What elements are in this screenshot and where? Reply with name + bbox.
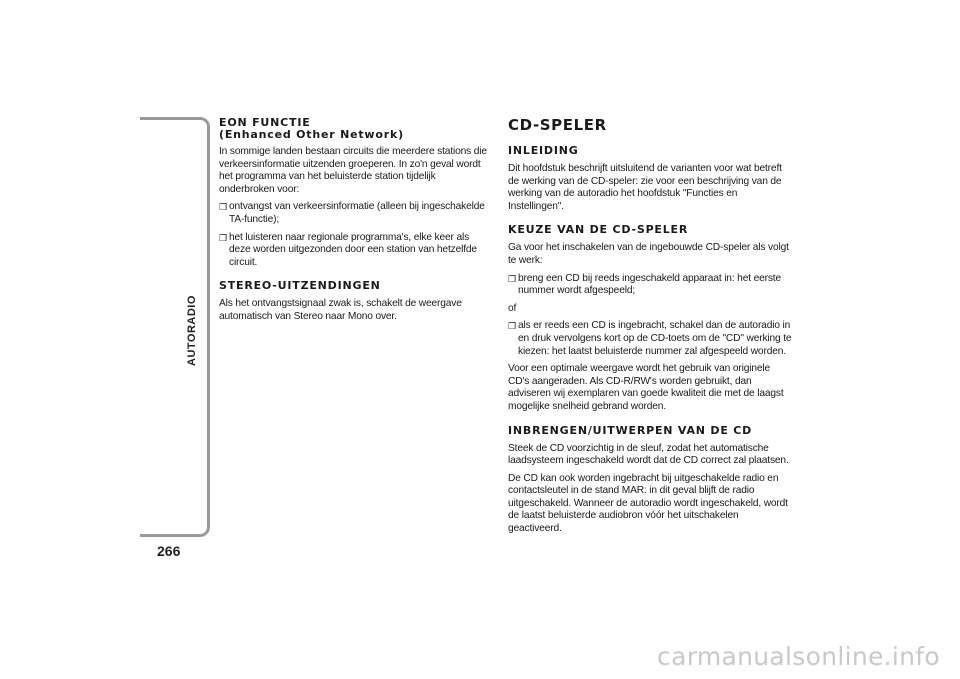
stereo-text: Als het ontvangstsignaal zwak is, schakelt de weergave automatisch van Stereo naar Mono over. (219, 298, 462, 322)
checkbox-bullet-icon: ❒ (508, 273, 516, 284)
left-column (219, 117, 491, 329)
inbrengen-heading: INBRENGEN/UITWERPEN VAN DE CD (508, 423, 753, 437)
cd-speler-heading: CD-SPELER (508, 116, 607, 134)
keuze-text: Ga voor het inschakelen van de ingebouwde CD-speler als volgt te werk: (508, 242, 789, 266)
list-item-text: ontvangst van verkeersinformatie (alleen bij ingeschakelde TA-functie); (229, 201, 485, 225)
list-item-text: als er reeds een CD is ingebracht, schakel dan de autoradio in en druk vervolgens kort op de CD-toets om de "CD" werking te kiezen: het laatst beluisterde nummer zal afgespeeld worden. (518, 320, 792, 357)
checkbox-bullet-icon: ❒ (508, 321, 516, 332)
list-item (219, 201, 491, 226)
eon-intro: In sommige landen bestaan circuits die meerdere stations die verkeersinformatie uitzenden groeperen. In zo'n geval wordt het programma van het beluisterde station tijdelijk onderbroken voor: (219, 146, 487, 195)
inleiding-text: Dit hoofdstuk beschrijft uitsluitend de varianten voor wat betreft de werking van de CD-speler: zie voor een beschrijving van de werking van de autoradio het hoofdstuk "Functies en Instellingen". (508, 163, 782, 212)
inbrengen-text-2: De CD kan ook worden ingebracht bij uitgeschakelde radio en contactsleutel in de stand MAR: in dit geval blijft de radio uitgeschakeld. Wanneer de autoradio wordt ingeschakeld, wordt de laatst beluisterde audiobron vóór het uitschakelen geactiveerd. (508, 472, 788, 535)
list-item-text: breng een CD bij reeds ingeschakeld apparaat in: het eerste nummer wordt afgespeeld; (518, 272, 781, 297)
eon-subheading: (Enhanced Other Network) (219, 128, 404, 141)
inleiding-heading: INLEIDING (508, 144, 579, 157)
watermark: carmanualsonline.info (657, 642, 940, 671)
list-item (508, 320, 793, 358)
page-number: 266 (157, 543, 181, 559)
checkbox-bullet-icon: ❒ (219, 232, 227, 243)
stereo-heading: STEREO-UITZENDINGEN (219, 279, 381, 293)
inbrengen-text-1: Steek de CD voorzichtig in de sleuf, zodat het automatische laadsysteem ingeschakeld wordt dat de CD correct zal plaatsen. (508, 442, 789, 467)
list-item-text: het luisteren naar regionale programma's, elke keer als deze worden uitgezonden door een station van hetzelfde circuit. (229, 231, 477, 268)
right-column (508, 117, 793, 541)
eon-heading: EON FUNCTIE (219, 116, 311, 129)
list-item (219, 232, 491, 270)
side-rule (140, 117, 210, 537)
list-item (508, 273, 793, 298)
keuze-heading: KEUZE VAN DE CD-SPELER (508, 223, 689, 237)
section-side-label: AUTORADIO (186, 295, 198, 366)
checkbox-bullet-icon: ❒ (219, 202, 227, 213)
keuze-text-2: Voor een optimale weergave wordt het gebruik van originele CD's aangeraden. Als CD-R/RW's worden gebruikt, dan adviseren wij exemplaren van goede kwaliteit die met de laagst mogelijke snelheid gebrand worden. (508, 363, 784, 412)
or-text: of (508, 302, 517, 314)
